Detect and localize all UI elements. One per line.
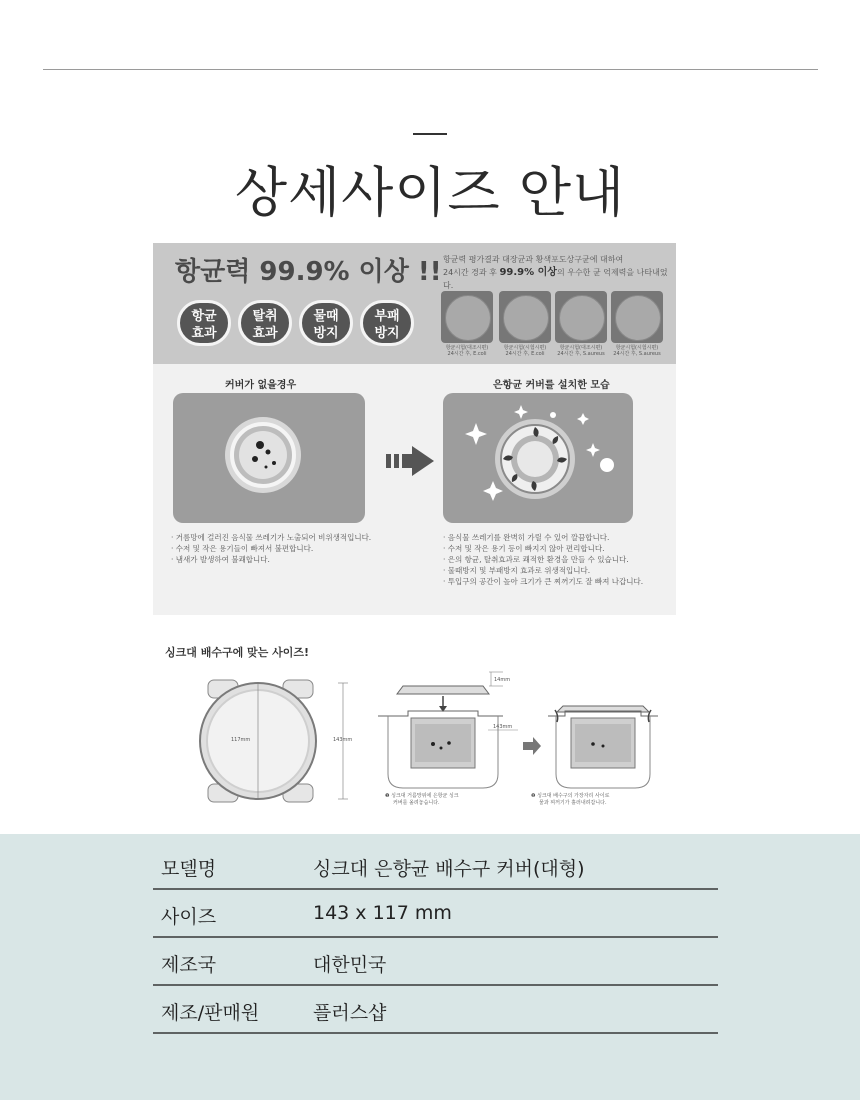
with-cover-image <box>443 393 633 523</box>
open-drain-illustration <box>173 393 365 523</box>
outer-dimension-label: 143mm <box>333 737 353 743</box>
spec-row-country <box>153 938 718 986</box>
note-line: · 수저 및 작은 용기 등이 빠지지 않아 편리합니다. <box>443 544 605 553</box>
test-text: 의 우수한 균 억제력을 나타내었다. <box>443 268 668 290</box>
dish-caption-line: 24시간 후, E.coli <box>505 351 545 357</box>
note-line: · 수저 및 작은 용기들이 빠져서 불편합니다. <box>171 544 314 553</box>
spec-key: 제조국 <box>161 954 217 976</box>
note-line: · 투입구의 공간이 높아 크기가 큰 찌꺼기도 잘 빠져 나갑니다. <box>443 577 644 586</box>
spec-value: 플러스샵 <box>313 1002 387 1024</box>
badge-line: 부패 <box>374 309 400 324</box>
side-dimension-label: 143mm <box>493 724 513 730</box>
badge-line: 탈취 <box>252 309 278 324</box>
petri-dish-image <box>499 291 551 343</box>
spec-row-size <box>153 890 718 938</box>
antibacterial-info-image <box>153 243 676 615</box>
without-cover-notes <box>171 532 371 565</box>
dish-caption <box>553 345 609 357</box>
step-2-caption: ❷ 싱크대 배수구의 가장자리 사이로 <box>531 793 610 799</box>
without-cover-image <box>173 393 365 523</box>
spec-table <box>153 842 718 1034</box>
step-2-caption: 물과 찌꺼기가 흘러내려갑니다. <box>539 800 607 806</box>
spec-key: 모델명 <box>161 858 217 880</box>
antibacterial-headline: 항균력 99.9% 이상 !! <box>175 257 442 287</box>
height-dimension-label: 14mm <box>494 677 511 683</box>
dish-caption-line: 항균시험(대조시편) <box>445 345 489 351</box>
dish-caption <box>497 345 553 357</box>
size-diagram <box>153 636 676 826</box>
page-title: 상세사이즈 안내 <box>234 161 626 224</box>
note-line: · 은의 항균, 탈취효과로 쾌적한 환경을 만들 수 있습니다. <box>443 555 629 564</box>
spec-row-model <box>153 842 718 890</box>
title-dash <box>413 133 447 135</box>
size-diagram-drawing <box>153 666 676 826</box>
note-line: · 물때방지 및 부패방지 효과로 위생적입니다. <box>443 566 591 575</box>
dish-caption-line: 24시간 후, E.coli <box>447 351 487 357</box>
note-line: · 거름망에 걸러진 음식물 쓰레기가 노출되어 비위생적입니다. <box>171 533 372 542</box>
petri-dish-image <box>611 291 663 343</box>
with-cover-label: 은항균 커버를 설치한 모습 <box>493 380 610 391</box>
dish-caption-line: 항균시험(시험시편) <box>615 345 659 351</box>
top-divider <box>43 69 818 70</box>
petri-dish-image <box>555 291 607 343</box>
cover-top-view <box>200 680 348 802</box>
test-highlight: 99.9% 이상 <box>499 267 557 278</box>
arrow-right-icon <box>523 737 541 755</box>
note-line: · 냄새가 발생하여 불쾌합니다. <box>171 555 270 564</box>
badge-line: 항균 <box>191 309 217 324</box>
antibacterial-banner <box>153 243 676 364</box>
size-diagram-title: 싱크대 배수구에 맞는 사이즈! <box>165 646 310 659</box>
install-step-2-drawing <box>548 706 658 788</box>
dish-caption-line: 항균시험(시험시편) <box>503 345 547 351</box>
petri-dish-image <box>441 291 493 343</box>
inner-dimension-label: 117mm <box>231 737 251 743</box>
spec-section <box>0 834 860 1100</box>
spec-key: 사이즈 <box>161 906 217 928</box>
badge-decay-prevention <box>360 300 414 346</box>
badge-line: 방지 <box>374 326 400 341</box>
test-text: 24시간 경과 후 <box>443 268 500 277</box>
test-line: 항균력 평가결과 대장균과 황색포도상구균에 대하여 <box>443 255 624 264</box>
step-1-caption: 커버를 올려놓습니다. <box>393 800 440 806</box>
test-description <box>443 253 671 292</box>
with-cover-notes <box>443 532 643 587</box>
spec-key: 제조/판매원 <box>161 1002 260 1024</box>
test-line <box>443 266 671 292</box>
badge-line: 효과 <box>191 326 217 341</box>
spec-row-seller <box>153 986 718 1034</box>
dish-caption-line: 항균시험(대조시편) <box>559 345 603 351</box>
step-1-caption: ❶ 싱크대 거름망위에 은항균 싱크 <box>385 793 459 799</box>
badge-scale-prevention <box>299 300 353 346</box>
badge-antibacterial <box>177 300 231 346</box>
dish-caption <box>439 345 495 357</box>
covered-drain-illustration <box>443 393 633 523</box>
spec-value: 143 x 117 mm <box>313 902 452 924</box>
note-line: · 음식물 쓰레기를 완벽히 가릴 수 있어 깔끔합니다. <box>443 533 610 542</box>
badge-deodorizing <box>238 300 292 346</box>
arrow-right-icon <box>386 446 434 476</box>
spec-value: 대한민국 <box>313 954 387 976</box>
without-cover-label: 커버가 없을경우 <box>225 380 297 391</box>
badge-line: 효과 <box>252 326 278 341</box>
dish-caption-line: 24시간 후, S.aureus <box>557 351 605 357</box>
dish-caption <box>609 345 665 357</box>
install-step-1-drawing <box>378 672 518 788</box>
dish-caption-line: 24시간 후, S.aureus <box>613 351 661 357</box>
badge-line: 물때 <box>313 309 339 324</box>
badge-line: 방지 <box>313 326 339 341</box>
spec-value: 싱크대 은향균 배수구 커버(대형) <box>313 858 585 880</box>
